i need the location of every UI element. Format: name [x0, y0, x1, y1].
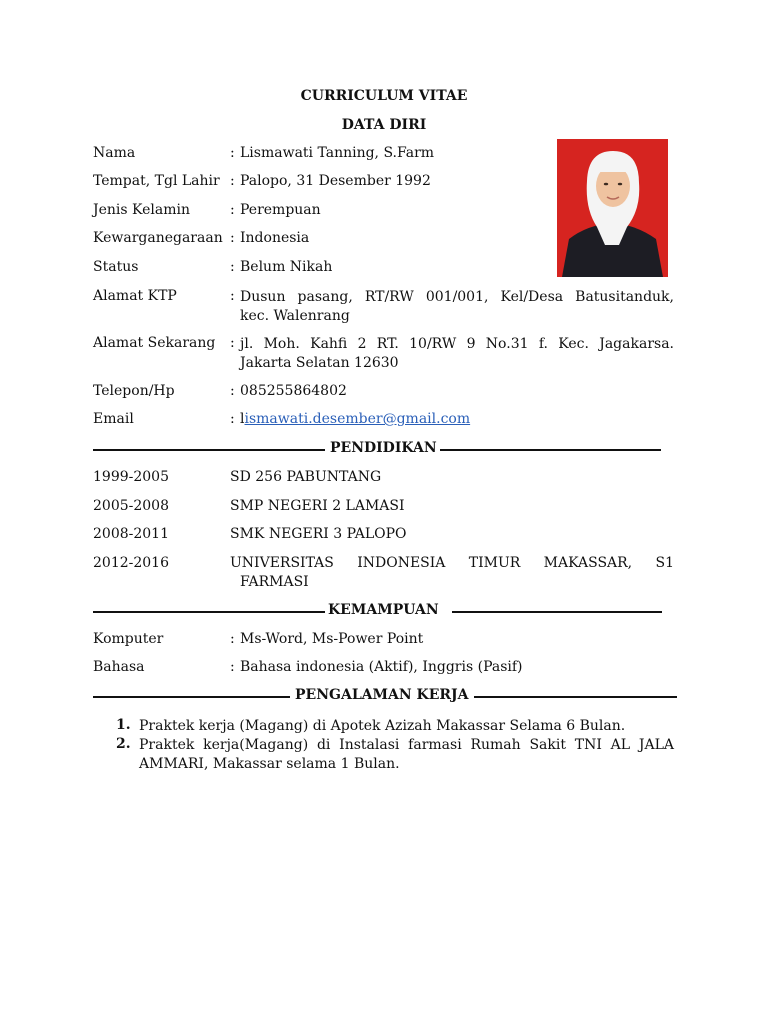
label-kewarganegaraan: Kewarganegaraan — [93, 230, 223, 246]
divider-line — [93, 696, 290, 698]
profile-photo — [557, 139, 668, 277]
value-komputer: Ms-Word, Ms-Power Point — [240, 631, 424, 647]
education-years: 1999-2005 — [93, 469, 169, 485]
value-tempat-tgl-lahir: Palopo, 31 Desember 1992 — [240, 173, 431, 189]
section-title-kemampuan: KEMAMPUAN — [328, 602, 439, 618]
colon: : — [230, 411, 235, 427]
colon: : — [230, 230, 235, 246]
education-years: 2005-2008 — [93, 498, 169, 514]
divider-line — [452, 611, 662, 613]
section-title-data-diri: DATA DIRI — [341, 117, 427, 133]
label-email: Email — [93, 411, 134, 427]
value-bahasa: Bahasa indonesia (Aktif), Inggris (Pasif) — [240, 659, 523, 675]
label-alamat-sekarang: Alamat Sekarang — [93, 335, 216, 351]
section-title-pendidikan: PENDIDIKAN — [330, 440, 437, 456]
value-status: Belum Nikah — [240, 259, 333, 275]
value-alamat-ktp-line2: kec. Walenrang — [240, 308, 350, 324]
email-link[interactable]: ismawati.desember@gmail.com — [244, 411, 471, 427]
education-years: 2012-2016 — [93, 555, 169, 571]
value-kewarganegaraan: Indonesia — [240, 230, 310, 246]
experience-text-line2: AMMARI, Makassar selama 1 Bulan. — [139, 756, 400, 772]
divider-line — [93, 611, 325, 613]
education-school: SD 256 PABUNTANG — [230, 469, 382, 485]
education-school: SMK NEGERI 3 PALOPO — [230, 526, 407, 542]
profile-photo-illustration — [557, 139, 668, 277]
colon: : — [230, 383, 235, 399]
colon: : — [230, 335, 235, 351]
value-alamat-sekarang-line2: Jakarta Selatan 12630 — [240, 355, 399, 371]
colon: : — [230, 288, 235, 304]
label-tempat-tgl-lahir: Tempat, Tgl Lahir — [93, 173, 220, 189]
divider-line — [474, 696, 677, 698]
value-alamat-sekarang-line1: jl. Moh. Kahfi 2 RT. 10/RW 9 No.31 f. Kec. Jagakarsa. — [240, 336, 674, 352]
colon: : — [230, 173, 235, 189]
cv-title: CURRICULUM VITAE — [300, 88, 468, 104]
label-status: Status — [93, 259, 139, 275]
divider-line — [440, 449, 661, 451]
education-school-line2: FARMASI — [240, 574, 309, 590]
list-number: 2. — [116, 736, 131, 752]
value-alamat-ktp-line1: Dusun pasang, RT/RW 001/001, Kel/Desa Batusitanduk, — [240, 289, 674, 305]
list-number: 1. — [116, 717, 131, 733]
colon: : — [230, 145, 235, 161]
divider-line — [93, 449, 325, 451]
section-title-pengalaman-kerja: PENGALAMAN KERJA — [295, 687, 469, 703]
education-years: 2008-2011 — [93, 526, 169, 542]
value-jenis-kelamin: Perempuan — [240, 202, 321, 218]
value-telepon: 085255864802 — [240, 383, 347, 399]
education-school-line1: UNIVERSITAS INDONESIA TIMUR MAKASSAR, S1 — [230, 555, 674, 571]
email-prefix: l — [240, 411, 245, 427]
colon: : — [230, 259, 235, 275]
colon: : — [230, 202, 235, 218]
colon: : — [230, 631, 235, 647]
experience-text-line1: Praktek kerja(Magang) di Instalasi farmasi Rumah Sakit TNI AL JALA — [139, 737, 674, 753]
label-jenis-kelamin: Jenis Kelamin — [93, 202, 190, 218]
value-email — [240, 411, 470, 427]
experience-text: Praktek kerja (Magang) di Apotek Azizah Makassar Selama 6 Bulan. — [139, 718, 626, 734]
label-bahasa: Bahasa — [93, 659, 145, 675]
label-alamat-ktp: Alamat KTP — [93, 288, 177, 304]
label-komputer: Komputer — [93, 631, 164, 647]
value-nama: Lismawati Tanning, S.Farm — [240, 145, 435, 161]
label-nama: Nama — [93, 145, 136, 161]
label-telepon: Telepon/Hp — [93, 383, 175, 399]
education-school: SMP NEGERI 2 LAMASI — [230, 498, 405, 514]
colon: : — [230, 659, 235, 675]
